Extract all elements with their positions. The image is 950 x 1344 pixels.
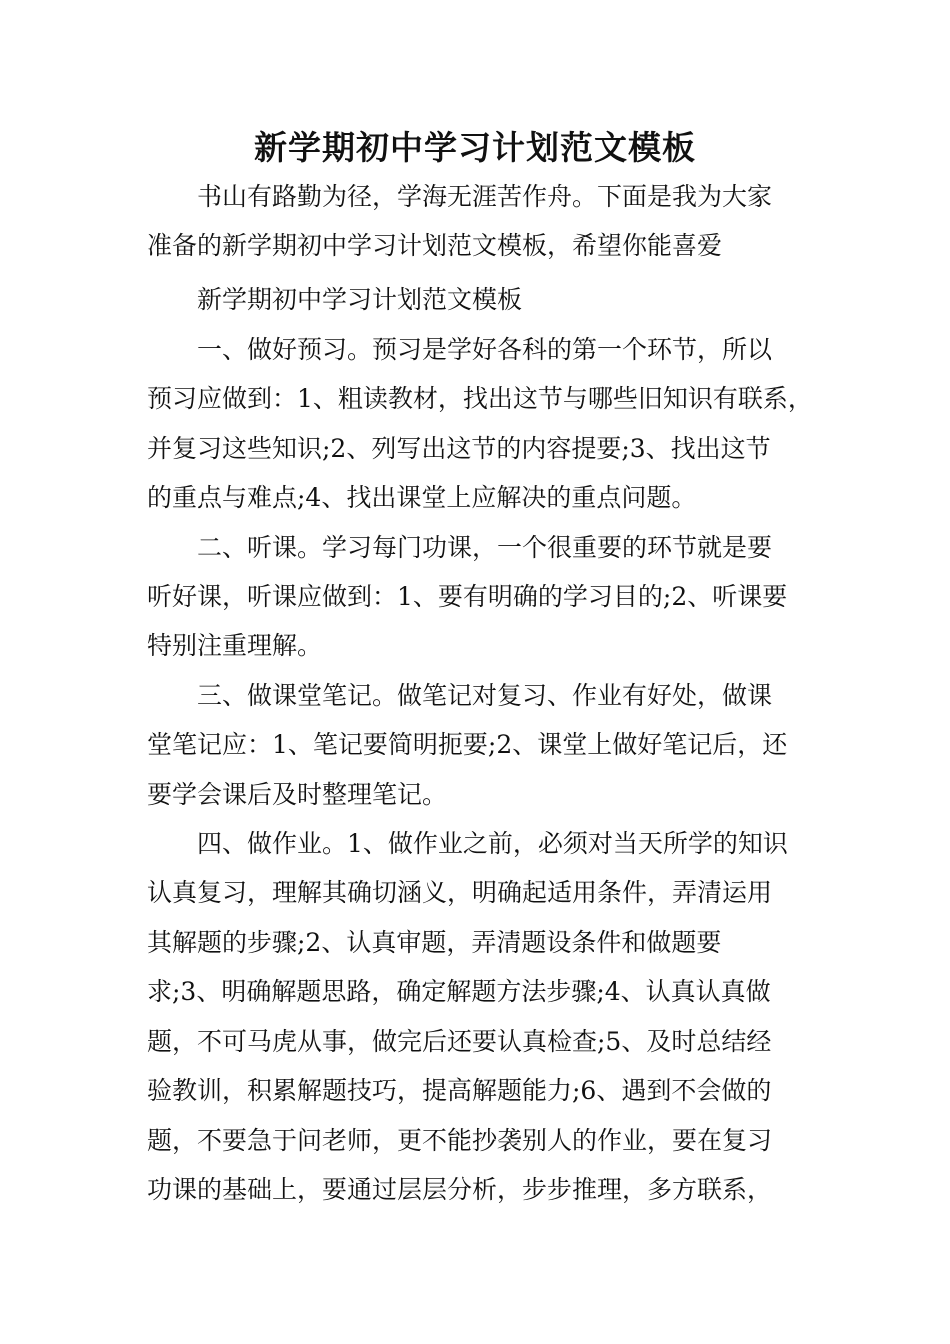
paragraph-3-line-1: 三、做课堂笔记。做笔记对复习、作业有好处，做课 <box>197 681 773 710</box>
paragraph-1-line-3: 并复习这些知识;2、列写出这节的内容提要;3、找出这节 <box>147 434 771 463</box>
paragraph-4-line-5: 题，不可马虎从事，做完后还要认真检查;5、及时总结经 <box>147 1027 772 1056</box>
paragraph-2-line-3: 特别注重理解。 <box>147 631 323 660</box>
paragraph-4-line-2: 认真复习，理解其确切涵义，明确起适用条件，弄清运用 <box>147 878 773 907</box>
paragraph-1-line-2: 预习应做到：1、粗读教材，找出这节与哪些旧知识有联系， <box>147 384 813 413</box>
paragraph-1-line-4: 的重点与难点;4、找出课堂上应解决的重点问题。 <box>147 483 697 512</box>
paragraph-4-line-1: 四、做作业。1、做作业之前，必须对当天所学的知识 <box>197 829 788 858</box>
paragraph-2-line-2: 听好课，听课应做到：1、要有明确的学习目的;2、听课要 <box>147 582 788 611</box>
paragraph-4-line-4: 求;3、明确解题思路，确定解题方法步骤;4、认真认真做 <box>147 977 771 1006</box>
paragraph-4-line-7: 题，不要急于问老师，更不能抄袭别人的作业，要在复习 <box>147 1126 773 1155</box>
section-heading: 新学期初中学习计划范文模板 <box>197 285 523 314</box>
intro-line-1: 书山有路勤为径，学海无涯苦作舟。下面是我为大家 <box>197 182 773 211</box>
paragraph-3-line-3: 要学会课后及时整理笔记。 <box>147 780 448 809</box>
paragraph-1-line-1: 一、做好预习。预习是学好各科的第一个环节，所以 <box>197 335 773 364</box>
paragraph-4-line-6: 验教训，积累解题技巧，提高解题能力;6、遇到不会做的 <box>147 1076 772 1105</box>
document-title: 新学期初中学习计划范文模板 <box>254 128 696 167</box>
intro-line-2: 准备的新学期初中学习计划范文模板，希望你能喜爱 <box>147 231 723 260</box>
paragraph-2-line-1: 二、听课。学习每门功课，一个很重要的环节就是要 <box>197 533 773 562</box>
paragraph-4-line-8: 功课的基础上，要通过层层分析，步步推理，多方联系， <box>147 1175 773 1204</box>
paragraph-4-line-3: 其解题的步骤;2、认真审题，弄清题设条件和做题要 <box>147 928 722 957</box>
paragraph-3-line-2: 堂笔记应：1、笔记要简明扼要;2、课堂上做好笔记后，还 <box>147 730 788 759</box>
